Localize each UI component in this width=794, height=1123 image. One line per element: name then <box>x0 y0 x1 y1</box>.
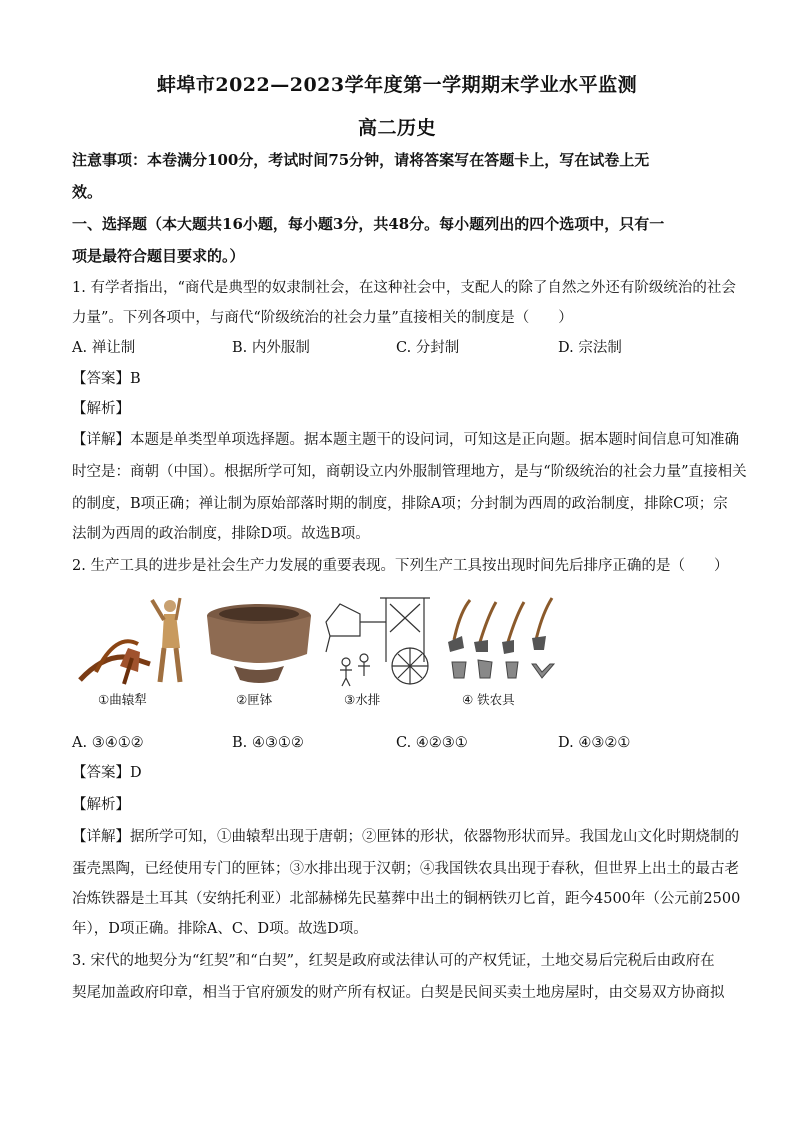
notice-line: 效。 <box>72 183 103 201</box>
exam-subject: 高二历史 <box>357 117 436 139</box>
q2-option-c: C. ④②③① <box>396 735 468 751</box>
q1-option-a: A. 禅让制 <box>72 340 136 356</box>
exam-title: 蚌埠市2022—2023学年度第一学期期末学业水平监测 <box>156 74 638 96</box>
q1-options <box>72 338 727 358</box>
q2-analysis-label: 【解析】 <box>72 797 130 813</box>
q1-stem: 1. 有学者指出，“商代是典型的奴隶制社会，在这种社会中，支配人的除了自然之外还有阶级统治的社会 <box>72 280 736 296</box>
q2-detail: 蛋壳黑陶，已经使用专门的匣钵；③水排出现于汉朝；④我国铁农具出现于春秋，但世界上出土的最古老 <box>72 861 739 877</box>
q2-option-b: B. ④③①② <box>232 735 304 751</box>
notice-line: 注意事项：本卷满分100分，考试时间75分钟，请将答案写在答题卡上，写在试卷上无 <box>72 151 650 169</box>
q1-detail: 法制为西周的政治制度，排除D项。故选B项。 <box>72 526 370 542</box>
curved-shaft-plough-image <box>76 592 196 688</box>
q2-detail: 【详解】据所学可知，①曲辕犁出现于唐朝；②匣钵的形状，依器物形状而异。我国龙山文化时期烧制的 <box>72 829 739 845</box>
water-bellows-image <box>320 592 440 688</box>
q1-option-d: D. 宗法制 <box>558 340 622 356</box>
q1-option-c: C. 分封制 <box>396 340 460 356</box>
q1-analysis-label: 【解析】 <box>72 401 130 417</box>
q2-caption-2: ②匣钵 <box>236 692 273 707</box>
q1-detail: 时空是：商朝（中国）。根据所学可知，商朝设立内外服制管理地方，是与“阶级统治的社会力量”直接相关 <box>72 464 747 480</box>
q3-stem: 契尾加盖政府印章，相当于官府颁发的财产所有权证。白契是民间买卖土地房屋时，由交易双方协商拟 <box>72 985 725 1001</box>
q2-answer: 【答案】D <box>72 765 142 781</box>
q2-caption-4: ④ 铁农具 <box>462 692 515 707</box>
q1-detail: 的制度，B项正确；禅让制为原始部落时期的制度，排除A项；分封制为西周的政治制度，排除C项；宗 <box>72 496 728 512</box>
q2-detail: 年），D项正确。排除A、C、D项。故选D项。 <box>72 921 368 937</box>
q3-stem: 3. 宋代的地契分为“红契”和“白契”，红契是政府或法律认可的产权凭证，土地交易后完税后由政府在 <box>72 953 715 969</box>
q2-option-d: D. ④③②① <box>558 735 631 751</box>
q2-detail: 冶炼铁器是土耳其（安纳托利亚）北部赫梯先民墓葬中出土的铜柄铁刃匕首，距今4500年（公元前2500 <box>72 891 741 907</box>
q2-caption-1: ①曲辕犁 <box>98 692 147 707</box>
q1-answer: 【答案】B <box>72 371 141 387</box>
saggar-image <box>204 592 314 688</box>
section-heading: 项是最符合题目要求的。） <box>72 247 245 265</box>
q1-detail: 【详解】本题是单类型单项选择题。据本题主题干的设问词，可知这是正向题。据本题时间信息可知准确 <box>72 432 739 448</box>
q2-figure-row <box>76 592 566 712</box>
q2-option-a: A. ③④①② <box>72 735 144 751</box>
q1-stem: 力量”。下列各项中，与商代“阶级统治的社会力量”直接相关的制度是（ ） <box>72 310 573 326</box>
section-heading: 一、选择题（本大题共16小题，每小题3分，共48分。每小题列出的四个选项中，只有一 <box>72 215 665 233</box>
q2-caption-3: ③水排 <box>344 692 381 707</box>
q1-option-b: B. 内外服制 <box>232 340 310 356</box>
iron-farm-tools-image <box>446 592 566 688</box>
q2-stem: 2. 生产工具的进步是社会生产力发展的重要表现。下列生产工具按出现时间先后排序正确的是（ ） <box>72 558 729 574</box>
q2-options <box>72 733 727 753</box>
